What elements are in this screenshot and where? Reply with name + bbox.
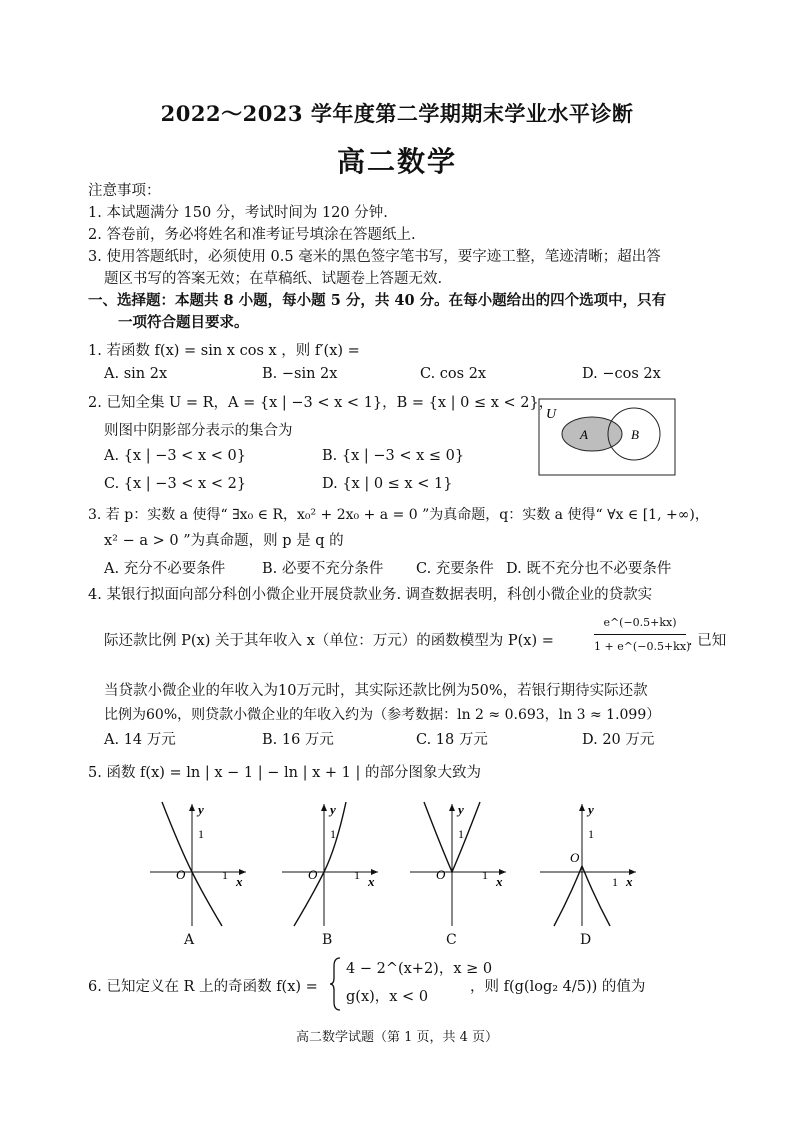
subject-title: 高二数学 [336,145,457,178]
question-3-stem-cont: x² − a > 0 ”为真命题，则 p 是 q 的 [104,533,344,549]
q4-option-c: C. 18 万元 [416,732,488,748]
svg-text:O: O [570,850,580,865]
q3-option-d: D. 既不充分也不必要条件 [506,561,672,577]
note-item-2: 2. 答卷前，务必将姓名和准考证号填涂在答题纸上. [88,227,416,243]
svg-text:1: 1 [612,875,618,889]
question-4-line-1: 4. 某银行拟面向部分科创小微企业开展贷款业务. 调查数据表明，科创小微企业的贷款实 [88,587,653,603]
q4-option-b: B. 16 万元 [262,732,334,748]
question-5-stem: 5. 函数 f(x) = ln | x − 1 | − ln | x + 1 | 的部分图象大致为 [88,765,481,781]
note-item-1: 1. 本试题满分 150 分，考试时间为 120 分钟. [88,205,388,221]
graph-b [282,800,386,928]
curve-d-right [582,866,610,926]
q1-option-d: D. −cos 2x [582,366,661,382]
notes-heading: 注意事项： [88,183,161,199]
svg-text:1: 1 [198,827,204,841]
q3-option-b: B. 必要不充分条件 [262,561,384,577]
graph-label-c: C [446,932,457,948]
question-4-line-4: 比例为60%，则贷款小微企业的年收入约为（参考数据：ln 2 ≈ 0.693，ln 3 ≈ 1.099） [104,707,661,723]
q1-option-c: C. cos 2x [420,366,487,382]
note-item-3-cont: 题区书写的答案无效；在草稿纸、试题卷上答题无效. [104,271,443,287]
question-4-line-2: 际还款比例 P(x) 关于其年收入 x（单位：万元）的函数模型为 P(x) = [104,633,554,649]
page-footer: 高二数学试题（第 1 页，共 4 页） [295,1030,499,1045]
q4-option-a: A. 14 万元 [104,732,176,748]
svg-text:1: 1 [222,868,228,882]
question-4-line-3: 当贷款小微企业的年收入为10万元时，其实际还款比例为50%，若银行期待实际还款 [104,683,648,699]
q2-option-c: C. {x | −3 < x < 2} [104,476,247,492]
question-1-stem: 1. 若函数 f(x) = sin x cos x ，则 f′(x) = [88,343,360,359]
curve-d-left [554,866,582,926]
question-2-stem: 2. 已知全集 U = R，A = {x | −3 < x < 1}，B = {x | 0 ≤ x < 2}， [88,395,554,411]
svg-text:O: O [308,867,318,882]
curve-c-left [424,802,452,872]
svg-text:1: 1 [458,827,464,841]
svg-text:y: y [588,802,594,817]
graph-label-a: A [184,932,195,948]
svg-text:y: y [330,802,336,817]
curve-c-right [452,802,480,872]
svg-text:1: 1 [482,868,488,882]
svg-text:x: x [368,874,375,889]
svg-text:O: O [176,867,186,882]
section-heading-cont: 一项符合题目要求。 [118,314,249,331]
venn-diagram [538,398,676,476]
q4-option-d: D. 20 万元 [582,732,655,748]
question-4-line-2-tail: . 已知 [688,633,727,649]
svg-text:x: x [496,874,503,889]
question-6-lead: 6. 已知定义在 R 上的奇函数 f(x) = [88,979,318,995]
venn-label-b: B [631,427,639,442]
svg-text:1: 1 [330,827,336,841]
graph-c [410,800,514,928]
q2-option-a: A. {x | −3 < x < 0} [104,448,246,464]
venn-label-u: U [546,407,557,422]
section-heading: 一、选择题：本题共 8 小题，每小题 5 分，共 40 分。在每小题给出的四个选项中，只有 [88,292,667,309]
exam-title: 2022～2023 学年度第二学期期末学业水平诊断 [160,101,634,126]
svg-text:x: x [236,874,243,889]
q1-option-a: A. sin 2x [104,366,168,382]
q3-option-c: C. 充要条件 [416,561,494,577]
q2-option-d: D. {x | 0 ≤ x < 1} [322,476,453,492]
graph-d [540,800,644,928]
piecewise-brace [330,956,342,1012]
svg-text:y: y [458,802,464,817]
svg-text:1: 1 [354,868,360,882]
question-3-stem: 3. 若 p：实数 a 使得“ ∃x₀ ∈ R，x₀² + 2x₀ + a = 0 ”为真命题，q：实数 a 使得“ ∀x ∈ [1, +∞)， [88,507,709,523]
q3-option-a: A. 充分不必要条件 [104,561,226,577]
question-2-stem-cont: 则图中阴影部分表示的集合为 [104,423,293,439]
svg-text:x: x [626,874,633,889]
q4-fraction-denominator: 1 + e^(−0.5+kx) [594,640,691,653]
svg-text:1: 1 [588,827,594,841]
q6-case-1: 4 − 2^(x+2)，x ≥ 0 [346,961,493,977]
curve-b [294,802,346,926]
graph-label-d: D [580,932,592,948]
q4-fraction-bar [594,634,686,635]
svg-text:O: O [436,867,446,882]
venn-label-a: A [580,427,588,442]
svg-text:y: y [198,802,204,817]
q6-case-2: g(x)，x < 0 [346,989,429,1005]
note-item-3: 3. 使用答题纸时，必须使用 0.5 毫米的黑色签字笔书写，要字迹工整，笔迹清晰；超出答 [88,249,661,265]
question-6-tail: ，则 f(g(log₂ 4/5)) 的值为 [470,979,646,995]
q2-option-b: B. {x | −3 < x ≤ 0} [322,448,465,464]
q4-fraction-numerator: e^(−0.5+kx) [603,616,677,629]
venn-set-a [562,417,622,451]
graph-label-b: B [322,932,333,948]
graph-a [150,800,254,928]
q1-option-b: B. −sin 2x [262,366,338,382]
